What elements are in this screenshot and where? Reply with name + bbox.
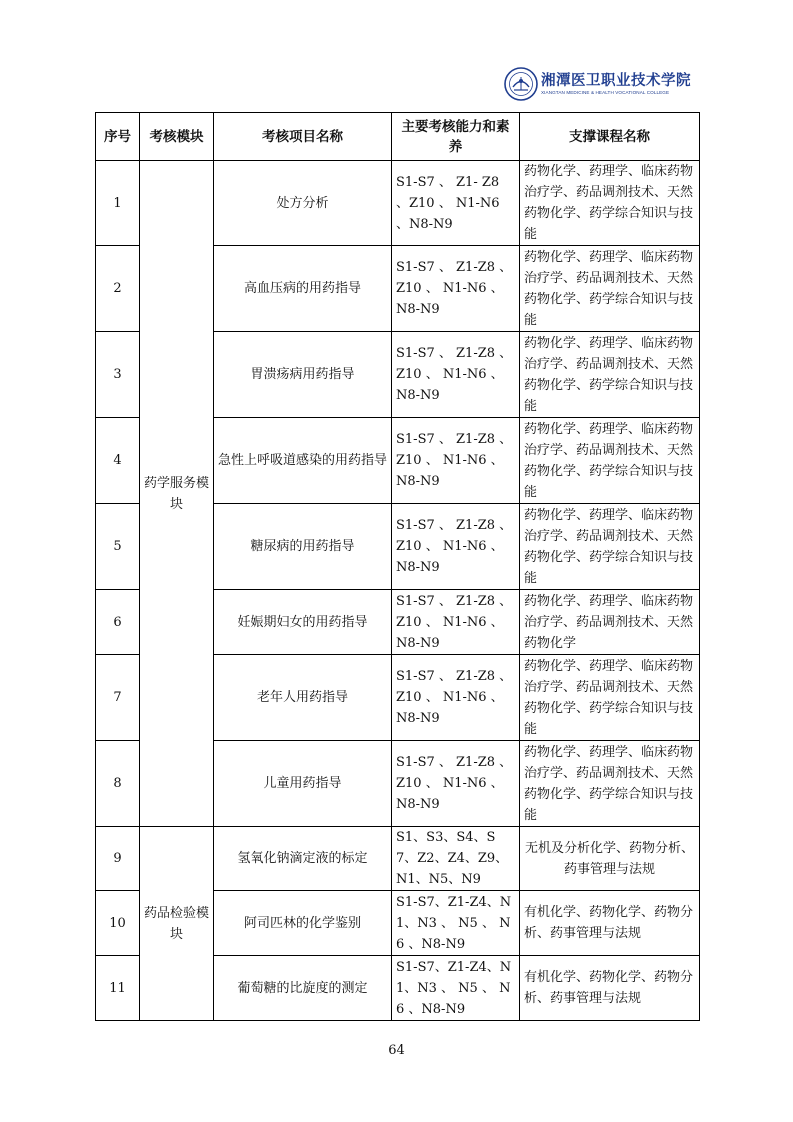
abilities-cell: S1-S7 、 Z1-Z8 、Z10 、 N1-N6 、N8-N9 [392,590,520,655]
abilities-cell: S1-S7 、 Z1-Z8 、Z10 、 N1-N6 、N8-N9 [392,418,520,504]
abilities-cell: S1-S7 、 Z1-Z8 、Z10 、 N1-N6 、N8-N9 [392,246,520,332]
logo-chinese-name: 湘潭医卫职业技术学院 [541,72,691,89]
row-number: 9 [96,827,140,891]
courses-cell: 药物化学、药理学、临床药物治疗学、药品调剂技术、天然药物化学、药学综合知识与技能 [520,655,700,741]
courses-cell: 有机化学、药物化学、药物分析、药事管理与法规 [520,891,700,956]
row-number: 2 [96,246,140,332]
page-number: 64 [388,1043,405,1058]
table-row [96,161,700,246]
courses-cell: 药物化学、药理学、临床药物治疗学、药品调剂技术、天然药物化学、药学综合知识与技能 [520,161,700,246]
assessment-table [95,112,700,1021]
table-header-row [96,113,700,161]
module-cell: 药学服务模块 [140,161,214,827]
project-name: 阿司匹林的化学鉴别 [214,891,392,956]
project-name: 葡萄糖的比旋度的测定 [214,956,392,1021]
courses-cell: 药物化学、药理学、临床药物治疗学、药品调剂技术、天然药物化学、药学综合知识与技能 [520,504,700,590]
row-number: 10 [96,891,140,956]
row-number: 7 [96,655,140,741]
abilities-cell: S1-S7 、 Z1-Z8 、Z10 、 N1-N6 、N8-N9 [392,655,520,741]
courses-cell: 有机化学、药物化学、药物分析、药事管理与法规 [520,956,700,1021]
courses-cell: 药物化学、药理学、临床药物治疗学、药品调剂技术、天然药物化学、药学综合知识与技能 [520,418,700,504]
project-name: 急性上呼吸道感染的用药指导 [214,418,392,504]
row-number: 11 [96,956,140,1021]
header-project: 考核项目名称 [214,113,392,161]
row-number: 4 [96,418,140,504]
courses-cell: 药物化学、药理学、临床药物治疗学、药品调剂技术、天然药物化学、药学综合知识与技能 [520,246,700,332]
abilities-cell: S1、S3、S4、S7、Z2、Z4、Z9、N1、N5、N9 [392,827,520,891]
logo-english-name: XIANGTAN MEDICINE & HEALTH VOCATIONAL COLLEGE [541,89,670,95]
courses-cell: 药物化学、药理学、临床药物治疗学、药品调剂技术、天然药物化学、药学综合知识与技能 [520,741,700,827]
row-number: 6 [96,590,140,655]
courses-cell: 无机及分析化学、药物分析、药事管理与法规 [520,827,700,891]
header-abilities: 主要考核能力和素养 [392,113,520,161]
college-emblem-icon [504,67,538,101]
project-name: 老年人用药指导 [214,655,392,741]
college-logo [504,66,704,102]
project-name: 高血压病的用药指导 [214,246,392,332]
abilities-cell: S1-S7 、 Z1- Z8 、Z10 、 N1-N6 、N8-N9 [392,161,520,246]
row-number: 1 [96,161,140,246]
row-number: 8 [96,741,140,827]
abilities-cell: S1-S7 、 Z1-Z8 、Z10 、 N1-N6 、N8-N9 [392,741,520,827]
abilities-cell: S1-S7 、 Z1-Z8 、Z10 、 N1-N6 、N8-N9 [392,504,520,590]
project-name: 儿童用药指导 [214,741,392,827]
table-row [96,827,700,891]
project-name: 胃溃疡病用药指导 [214,332,392,418]
header-no: 序号 [96,113,140,161]
project-name: 妊娠期妇女的用药指导 [214,590,392,655]
row-number: 3 [96,332,140,418]
project-name: 氢氧化钠滴定液的标定 [214,827,392,891]
header-courses: 支撑课程名称 [520,113,700,161]
abilities-cell: S1-S7 、 Z1-Z8 、Z10 、 N1-N6 、N8-N9 [392,332,520,418]
project-name: 处方分析 [214,161,392,246]
project-name: 糖尿病的用药指导 [214,504,392,590]
module-cell: 药品检验模块 [140,827,214,1021]
courses-cell: 药物化学、药理学、临床药物治疗学、药品调剂技术、天然药物化学 [520,590,700,655]
courses-cell: 药物化学、药理学、临床药物治疗学、药品调剂技术、天然药物化学、药学综合知识与技能 [520,332,700,418]
abilities-cell: S1-S7、Z1-Z4、N1、N3 、 N5 、 N6 、N8-N9 [392,956,520,1021]
abilities-cell: S1-S7、Z1-Z4、N1、N3 、 N5 、 N6 、N8-N9 [392,891,520,956]
row-number: 5 [96,504,140,590]
header-module: 考核模块 [140,113,214,161]
